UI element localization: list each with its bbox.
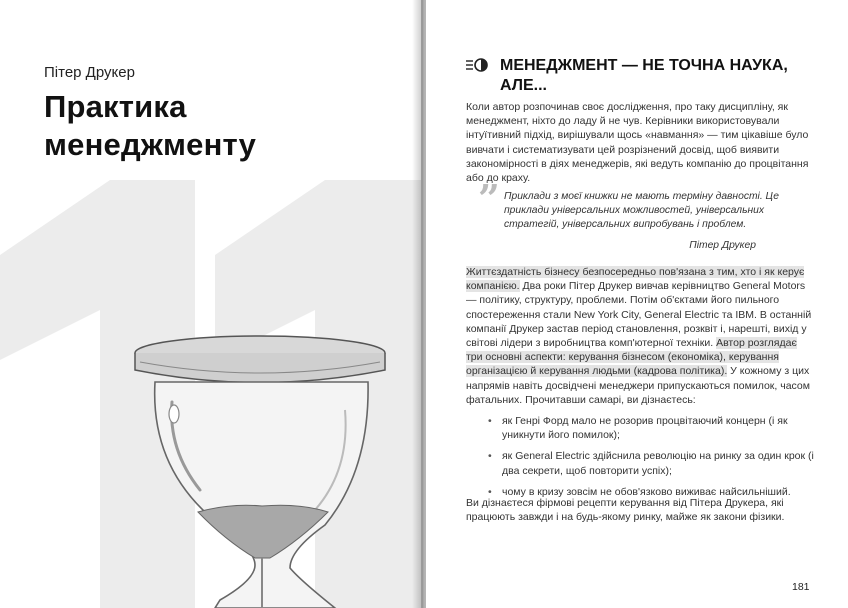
paragraph-text: Два роки Пітер Друкер вивчав керівництво General Motors — політику, структуру, проблеми. Потім об'єктами його пильного спостереження стали New York City, General Electric та IBM. В останній компанії Друкер застав період становлення, розквіт і, нарешті, вихід у світові лідери з виробництва комп'ютерної техніки. (466, 280, 812, 350)
highlighted-text: Життєздатність бізнесу безпосередньо пов'язана з тим, хто і як керує компанією. (466, 266, 805, 293)
main-paragraph (466, 265, 814, 407)
hourglass-illustration (0, 170, 421, 608)
quote-author: Пітер Друкер (689, 240, 756, 251)
page-number: 181 (792, 581, 810, 593)
hourglass-top-lid (135, 336, 385, 383)
list-item: • як General Electric здійснила революцію на ринку за один крок (і два секрети, щоб повторити успіх); (488, 449, 814, 477)
quote-text: Приклади з моєї книжки не мають терміну давності. Це приклади універсальних можливостей, універсальних стратегій, універсальних випробувань і проблем. (504, 191, 779, 230)
intro-paragraph: Коли автор розпочинав своє дослідження, про таку дисципліну, як менеджмент, ніхто до ладу й не чув. Керівники використовували інтуїтивний підхід, вирішували щось «навмання» — тим цікавіше було вивчати і систематизувати цей розрізнений досвід, щоб виявити закономірності в діях менеджерів, які ведуть компанію до процвітання або до краху. (466, 101, 809, 185)
book-title (44, 88, 256, 164)
list-item: • чому в кризу зовсім не обов'язково виживає найсильніший. (488, 485, 814, 499)
quote-mark-icon: ” (478, 176, 500, 221)
right-page (426, 0, 848, 608)
section-title: МЕНЕДЖМЕНТ — НЕ ТОЧНА НАУКА, АЛЕ... (500, 57, 788, 94)
paragraph-text-end: У кожному з цих напрямів навіть досвідчені менеджери припускаються помилок, часом фатальних. Прочитавши самарі, ви дізнаєтесь: (466, 365, 810, 406)
book-title-line2: менеджменту (44, 127, 257, 162)
highlighted-text-2: Автор розглядає три основні аспекти: керування бізнесом (економіка), керування організацією й керування людьми (кадрова політика). (466, 337, 797, 378)
book-flip-icon (466, 58, 488, 72)
bullet-list (488, 414, 814, 506)
book-title-line1: Практика (44, 89, 187, 124)
author-name: Пітер Друкер (44, 64, 135, 81)
left-page (0, 0, 421, 608)
list-item: • як Генрі Форд мало не розорив процвітаючий концерн (і як уникнути його помилок); (488, 414, 814, 442)
closing-paragraph: Ви дізнаєтеся фірмові рецепти керування від Пітера Друкера, які працюють завжди і на будь-якому ринку, майже як закони фізики. (466, 497, 785, 524)
